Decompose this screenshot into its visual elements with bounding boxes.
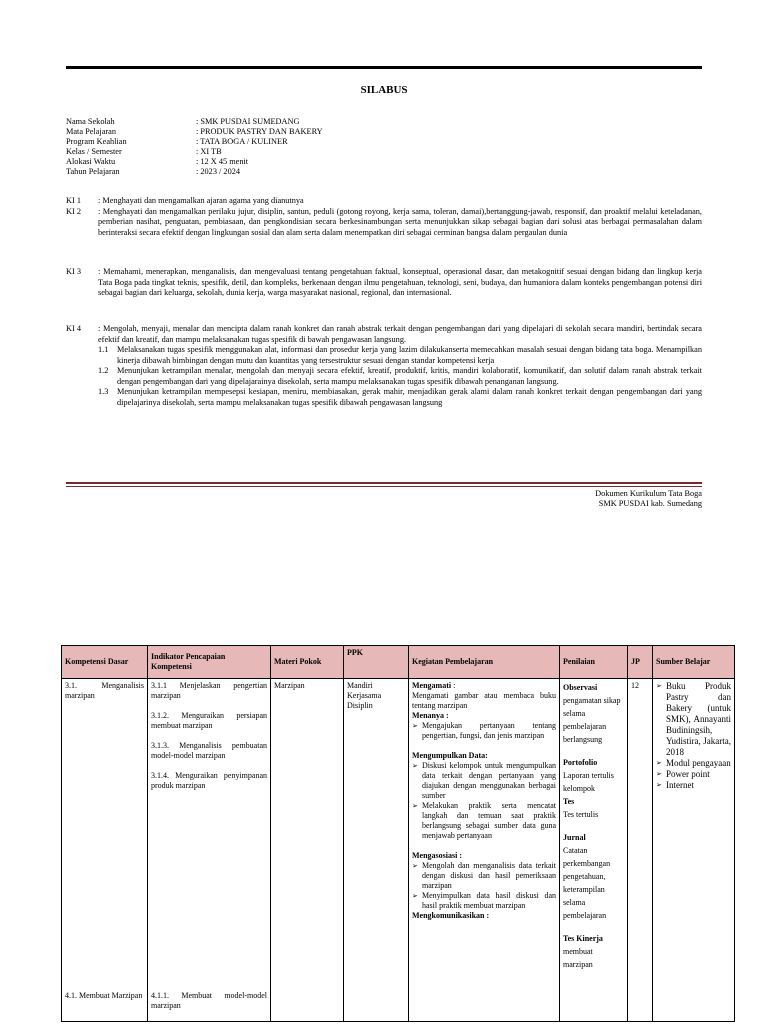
ki-sub-text: Menunjukan ketrampilan mempesepsi kesiapan, meniru, membiasakan, gerak mahir, menjadikan gerak alami dalam ranah konkret terkait dengan pengembangan dari yang dipelajarinya disekolah, serta mampu melaksanakan tugas spesifik dibawah pengawasan langsung [117, 387, 702, 407]
ki-1-2 [66, 196, 702, 238]
info-row [66, 157, 323, 167]
indicator-item: 4.1.1. Membuat model-model marzipan [151, 991, 267, 1010]
indicator-item: 3.1.1 Menjelaskan pengertian marzipan [151, 681, 267, 700]
ki-row [66, 196, 702, 207]
column-header: PPK [344, 646, 409, 679]
penilaian-text: pengamatan sikap selama pembelajaran berlangsung [563, 696, 621, 744]
ki-sub-text: Melaksanakan tugas spesifik menggunakan alat, informasi dan prosedur kerja yang lazim dilakukanserta memecahkan masalah sesuai dengan bidang tata boga. Menampilkan kinerja dibawah bimbingan dengan mutu dan kuantitas yang tersestruktur sesuai dengan standar kompetensi kerja [117, 345, 702, 365]
penilaian-text: membuat marzipan [563, 947, 593, 969]
sumber-list [656, 681, 731, 791]
column-header: Kompetensi Dasar [62, 646, 148, 679]
penilaian-text: Tes tertulis [563, 810, 599, 819]
penilaian-heading: Observasi [563, 683, 598, 692]
ki-row [66, 207, 702, 239]
list-item: ➢ Mengolah dan menganalisis data terkait dengan diskusi dan hasil pemeriksaan marzipan [412, 861, 556, 891]
school-info [66, 117, 323, 177]
ki-sub-number: 1.2 [98, 366, 109, 375]
ppk-item: Disiplin [347, 701, 373, 710]
syllabus-table [61, 645, 735, 1022]
list-item: ➢ Diskusi kelompok untuk mengumpulkan data terkait dengan pertanyaan yang diajukan dengan menggunakan berbagai sumber [412, 761, 556, 801]
penilaian-text: Catatan perkembangan pengetahuan, keterampilan selama pembelajaran [563, 846, 611, 920]
ki-label: KI 2 [66, 206, 81, 216]
penilaian-heading: Jurnal [563, 833, 586, 842]
list-item: ➢ Menyimpulkan data hasil diskusi dan hasil praktik membuat marzipan [412, 891, 556, 911]
column-header: Sumber Belajar [653, 646, 735, 679]
ki-text: : Menghayati dan mengamalkan perilaku jujur, disiplin, santun, peduli (gotong royong, kerja sama, toleran, damai),bertanggung-jawab, responsif, dan proaktif melalui keteladanan, pemberian nasihat, penguatan, pembiasaan, dan pengkondisian secara berkesinambungan serta menunjukkan sikap sebagai bagian dari solusi atas berbagai permasalahan dalam berinteraksi secara efektif dengan lingkungan sosial dan alam serta dalam menempatkan diri sebagai cerminan bangsa dalam pergaulan dunia [98, 206, 702, 237]
kegiatan-list [412, 761, 556, 841]
table-row [62, 679, 735, 1022]
kegiatan-heading: Mengasosiasi : [412, 851, 462, 860]
kegiatan-cell [409, 679, 560, 1022]
ki-row [66, 324, 702, 345]
list-item: ➢ Modul pengayaan [656, 758, 731, 769]
jp-cell: 12 [628, 679, 653, 1022]
ki-sub-item [98, 366, 702, 387]
sumber-cell [653, 679, 735, 1022]
penilaian-heading: Tes [563, 797, 575, 806]
kompetensi-cell [62, 679, 148, 1022]
info-value: : SMK PUSDAI SUMEDANG [196, 117, 300, 126]
ki-label: KI 4 [66, 324, 81, 333]
info-key: Nama Sekolah [66, 117, 115, 126]
ki-text: : Mengolah, menyaji, menalar dan mencipta dalam ranah konkret dan ranah abstrak terkait dengan pengembangan dari yang dipelajari di sekolah secara mandiri, bertindak secara efektif dan kreatif, dan mampu melaksanakan tugas spesifik di bawah pengawasan langsung. [98, 324, 702, 344]
indicator-item: 3.1.4. Menguraikan penyimpanan produk marzipan [151, 771, 267, 790]
document-title: SILABUS [360, 84, 408, 96]
info-key: Kelas / Semester [66, 147, 122, 156]
ki-4 [66, 324, 702, 408]
ki-text: : Memahami, menerapkan, menganalisis, dan mengevaluasi tentang pengetahuan faktual, konseptual, operasional dasar, dan metakognitif sesuai dengan bidang dan lingkup kerja Tata Boga pada tingkat teknis, spesifik, detil, dan kompleks, berkenaan dengan ilmu pengetahuan, teknologi, seni, budaya, dan humaniora dalam konteks pengembangan potensi diri sebagai bagian dari keluarga, sekolah, dunia kerja, warga masyarakat nasional, regional, dan internasional. [98, 267, 702, 297]
info-row [66, 137, 323, 147]
kegiatan-heading-text: Mengamati [412, 681, 452, 690]
info-key: Program Keahlian [66, 137, 127, 146]
kd-item: 4.1. Membuat Marzipan [65, 991, 143, 1000]
info-key: Tahun Pelajaran [66, 167, 120, 176]
kegiatan-list [412, 721, 556, 741]
info-row [66, 127, 323, 137]
info-row [66, 167, 323, 177]
penilaian-heading: Tes Kinerja [563, 934, 603, 943]
list-item: ➢ Power point [656, 769, 731, 780]
info-key: Alokasi Waktu [66, 157, 116, 166]
kegiatan-heading [412, 681, 556, 691]
penilaian-cell [560, 679, 628, 1022]
info-row [66, 117, 323, 127]
info-value: : TATA BOGA / KULINER [196, 137, 288, 146]
info-key: Mata Pelajaran [66, 127, 116, 136]
ppk-cell [344, 679, 409, 1022]
footer-line: SMK PUSDAI kab. Sumedang [598, 499, 702, 508]
ki-row [66, 267, 702, 299]
ppk-item: Kerjasama [347, 691, 382, 700]
list-item: ➢ Internet [656, 780, 731, 791]
info-value: : PRODUK PASTRY DAN BAKERY [196, 127, 323, 136]
penilaian-heading: Portofolio [563, 758, 598, 767]
ki-sub-number: 1.3 [98, 387, 109, 396]
ppk-item: Mandiri [347, 681, 373, 690]
info-value: : 2023 / 2024 [196, 167, 241, 176]
footer-line: Dokumen Kurikulum Tata Boga [595, 489, 702, 498]
footer-rule-thin [66, 486, 702, 487]
ki-sub-number: 1.1 [98, 345, 109, 354]
kegiatan-heading: Mengkomunikasikan : [412, 911, 490, 920]
column-header: Materi Pokok [271, 646, 344, 679]
info-row [66, 147, 323, 157]
kegiatan-text: Mengamati gambar atau membaca buku tentang marzipan [412, 691, 556, 710]
indicator-item: 3.1.2. Menguraikan persiapan membuat marzipan [151, 711, 267, 730]
ki-text: : Menghayati dan mengamalkan ajaran agama yang dianutnya [98, 196, 304, 205]
table-header-row [62, 646, 735, 679]
kegiatan-heading: Mengumpulkan Data: [412, 751, 488, 760]
kegiatan-list [412, 861, 556, 911]
column-header: Indikator Pencapaian Kompetensi [148, 646, 271, 679]
indikator-cell [148, 679, 271, 1022]
footer-rule [66, 482, 702, 484]
ki-sub-item [98, 387, 702, 408]
penilaian-text: Laporan tertulis kelompok [563, 771, 614, 793]
kegiatan-heading: Menanya : [412, 711, 449, 720]
kd-item: 3.1. Menganalisis marzipan [65, 681, 144, 700]
ki-label: KI 3 [66, 267, 81, 276]
ki-sub-text: Menunjukan ketrampilan menalar, mengolah dan menyaji secara efektif, kreatif, produktif, kritis, mandiri kolaboratif, komunikatif, dan solutif dalam ranah abstrak terkait dengan pengembangan dari yang dipelajarainya disekolah, serta mampu melaksanakan tugas spesifik dibawah penanganan langsung. [117, 366, 702, 386]
ki-label: KI 1 [66, 196, 81, 205]
info-value: : XI TB [196, 147, 222, 156]
top-rule [66, 66, 702, 69]
list-item: ➢ Melakukan praktik serta mencatat langkah dan temuan saat praktik berlangsung sebagai sumber data guna menjawab pertanyaan [412, 801, 556, 841]
materi-cell: Marzipan [271, 679, 344, 1022]
info-value: : 12 X 45 menit [196, 157, 249, 166]
column-header: Penilaian [560, 646, 628, 679]
indicator-item: 3.1.3. Menganalisis pembuatan model-model marzipan [151, 741, 267, 760]
list-item: ➢ Buku Produk Pastry dan Bakery (untuk SMK), Annayanti Budiningsih, Yudistira, Jakarta, 2018 [656, 681, 731, 758]
page-footer [595, 489, 702, 509]
column-header: JP [628, 646, 653, 679]
column-header: Kegiatan Pembelajaran [409, 646, 560, 679]
kegiatan-heading-colon: : [451, 681, 456, 690]
ki-sub-item [98, 345, 702, 366]
ki-3 [66, 267, 702, 299]
list-item: ➢ Mengajukan pertanyaan tentang pengertian, fungsi, dan jenis marzipan [412, 721, 556, 741]
